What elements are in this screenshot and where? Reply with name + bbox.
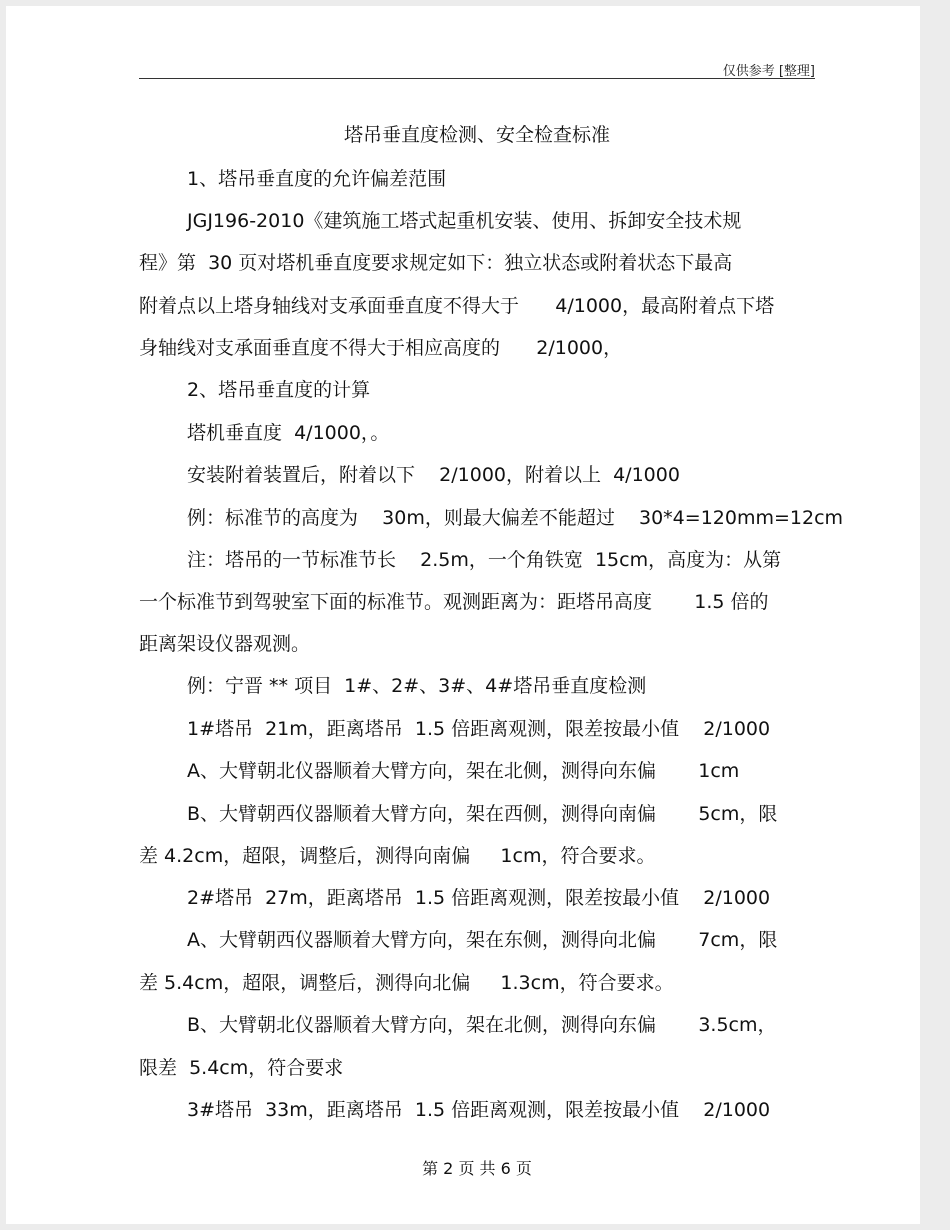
paragraph-line: 例：标准节的高度为 30m，则最大偏差不能超过 30*4=120mm=12cm [187, 507, 844, 529]
paragraph-line: A、大臂朝西仪器顺着大臂方向，架在东侧，测得向北偏 7cm，限 [187, 929, 778, 951]
paragraph-line: 注：塔吊的一节标准节长 2.5m，一个角铁宽 15cm，高度为：从第 [187, 549, 782, 571]
paragraph-line: 3#塔吊 33m，距离塔吊 1.5 倍距离观测，限差按最小值 2/1000 [187, 1099, 771, 1121]
page-number: 第 2 页 共 6 页 [422, 1159, 532, 1178]
paragraph-line: 差 5.4cm，超限，调整后，测得向北偏 1.3cm，符合要求。 [139, 972, 674, 994]
paragraph-line: 1#塔吊 21m，距离塔吊 1.5 倍距离观测，限差按最小值 2/1000 [187, 718, 771, 740]
paragraph-line: 例：宁晋 ** 项目 1#、2#、3#、4#塔吊垂直度检测 [187, 675, 647, 697]
paragraph-line: 限差 5.4cm，符合要求 [139, 1057, 344, 1079]
paragraph-line: 塔机垂直度 4/1000，。 [187, 422, 390, 444]
paragraph-line: 身轴线对支承面垂直度不得大于相应高度的 2/1000， [139, 337, 623, 359]
paragraph-line: 安装附着装置后，附着以下 2/1000，附着以上 4/1000 [187, 464, 680, 486]
paragraph-line: B、大臂朝西仪器顺着大臂方向，架在西侧，测得向南偏 5cm，限 [187, 803, 778, 825]
paragraph-line: 差 4.2cm，超限，调整后，测得向南偏 1cm，符合要求。 [139, 845, 656, 867]
paragraph-line: B、大臂朝北仪器顺着大臂方向，架在北侧，测得向东偏 3.5cm， [187, 1014, 777, 1036]
paragraph-line: 程》第 30 页对塔机垂直度要求规定如下：独立状态或附着状态下最高 [139, 252, 733, 274]
document-page [6, 6, 920, 1224]
paragraph-line: 一个标准节到驾驶室下面的标准节。观测距离为：距塔吊高度 1.5 倍的 [139, 591, 769, 613]
section-heading: 1、塔吊垂直度的允许偏差范围 [187, 168, 447, 190]
document-title: 塔吊垂直度检测、安全检查标准 [343, 124, 610, 146]
paragraph-line: 距离架设仪器观测。 [139, 633, 311, 655]
header-note: 仅供参考 [整理] [722, 64, 815, 79]
paragraph-line: A、大臂朝北仪器顺着大臂方向，架在北侧，测得向东偏 1cm [187, 760, 740, 782]
section-heading: 2、塔吊垂直度的计算 [187, 379, 371, 401]
header-divider [139, 78, 815, 79]
paragraph-line: 附着点以上塔身轴线对支承面垂直度不得大于 4/1000，最高附着点下塔 [139, 295, 775, 317]
paragraph-line: 2#塔吊 27m，距离塔吊 1.5 倍距离观测，限差按最小值 2/1000 [187, 887, 771, 909]
paragraph-line: JGJ196-2010《建筑施工塔式起重机安装、使用、拆卸安全技术规 [187, 210, 742, 232]
